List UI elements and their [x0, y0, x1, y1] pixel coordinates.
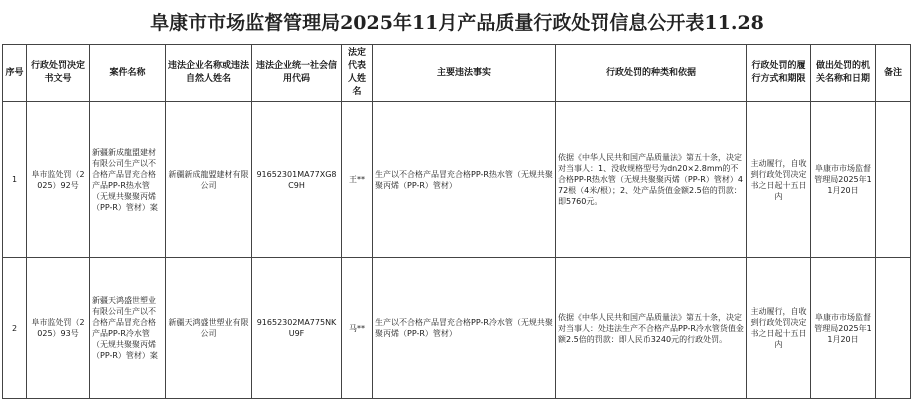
cell-doc-no: 阜市监处罚（2025）93号: [27, 258, 90, 399]
cell-authority: 阜康市市场监督管理局2025年11月20日: [811, 102, 876, 258]
penalty-table: [2, 44, 911, 399]
header-case-name: 案件名称: [90, 45, 166, 102]
header-authority: 做出处罚的机关名称和日期: [811, 45, 876, 102]
cell-penalty: 依据《中华人民共和国产品质量法》第五十条，决定对当事人：处违法生产不合格产品PP-R冷水管货值金额2.5倍的罚款：即人民币3240元的行政处罚。: [556, 258, 747, 399]
cell-case-name: 新疆新成龍盟建材有限公司生产以不合格产品冒充合格产品PP-R热水管（无规共聚聚丙烯（PP-R）管材）案: [90, 102, 166, 258]
cell-party: 新疆天鸿盛世塑业有限公司: [166, 258, 252, 399]
header-representative: 法定代表人姓名: [342, 45, 373, 102]
cell-penalty: 依据《中华人民共和国产品质量法》第五十条，决定对当事人：1、没收规格型号为dn20×2.8mm的不合格PP-R热水管（无规共聚聚丙烯（PP-R）管材）472根（4米/根）；2、处产品货值金额2.5倍的罚款：即5760元。: [556, 102, 747, 258]
cell-authority: 阜康市市场监督管理局2025年11月20日: [811, 258, 876, 399]
cell-facts: 生产以不合格产品冒充合格PP-R冷水管（无规共聚聚丙烯（PP-R）管材）: [373, 258, 556, 399]
header-credit-code: 违法企业统一社会信用代码: [252, 45, 342, 102]
cell-representative: 王**: [342, 102, 373, 258]
cell-facts: 生产以不合格产品冒充合格PP-R热水管（无规共聚聚丙烯（PP-R）管材）: [373, 102, 556, 258]
cell-case-name: 新疆天鸿盛世塑业有限公司生产以不合格产品冒充合格产品PP-R冷水管（无规共聚聚丙烯（PP-R）管材）案: [90, 258, 166, 399]
table-row: [3, 102, 911, 258]
cell-remark: [876, 258, 911, 399]
table-header-row: [3, 45, 911, 102]
header-facts: 主要违法事实: [373, 45, 556, 102]
header-execution: 行政处罚的履行方式和期限: [747, 45, 811, 102]
cell-doc-no: 阜市监处罚（2025）92号: [27, 102, 90, 258]
table-row: [3, 258, 911, 399]
header-doc-no: 行政处罚决定书文号: [27, 45, 90, 102]
cell-execution: 主动履行，自收到行政处罚决定书之日起十五日内: [747, 258, 811, 399]
cell-remark: [876, 102, 911, 258]
header-penalty: 行政处罚的种类和依据: [556, 45, 747, 102]
cell-party: 新疆新成龍盟建材有限公司: [166, 102, 252, 258]
cell-credit-code: 91652301MA77XG8C9H: [252, 102, 342, 258]
page-title: 阜康市市场监督管理局2025年11月产品质量行政处罚信息公开表11.28: [150, 12, 764, 34]
cell-no: 1: [3, 102, 27, 258]
header-party: 违法企业名称或违法自然人姓名: [166, 45, 252, 102]
cell-representative: 马**: [342, 258, 373, 399]
cell-execution: 主动履行，自收到行政处罚决定书之日起十五日内: [747, 102, 811, 258]
header-remark: 备注: [876, 45, 911, 102]
cell-credit-code: 91652302MA775NKU9F: [252, 258, 342, 399]
header-no: 序号: [3, 45, 27, 102]
cell-no: 2: [3, 258, 27, 399]
